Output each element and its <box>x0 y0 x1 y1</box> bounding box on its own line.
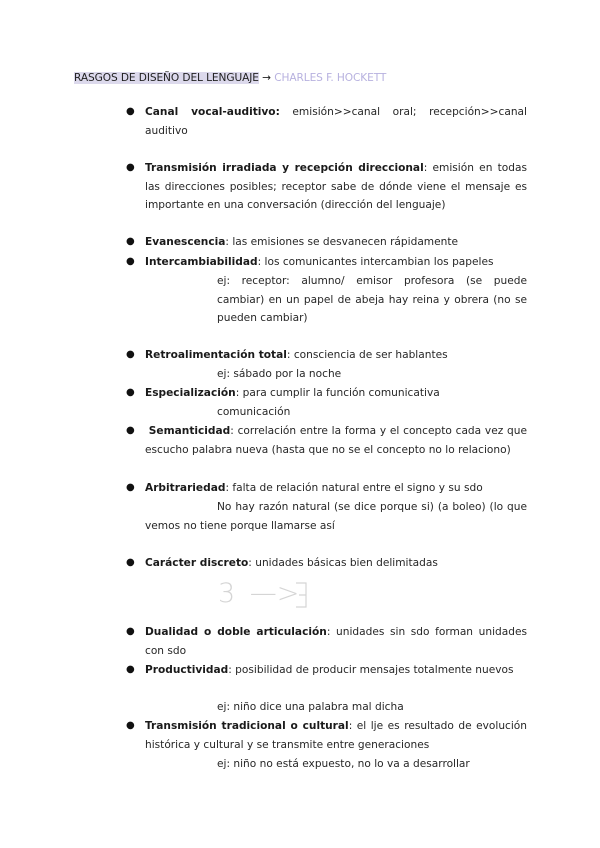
title-arrow: → <box>262 72 271 84</box>
sub-example: ej: niño no está expuesto, no lo va a desarrollar <box>217 758 470 770</box>
item-term: Dualidad o doble articulación <box>145 626 327 638</box>
item-desc: : unidades básicas bien delimitadas <box>248 557 438 569</box>
item-term: Intercambiabilidad <box>145 256 258 268</box>
sub-example: comunicación <box>217 406 291 418</box>
sub-example: ej: niño dice una palabra mal dicha <box>217 701 404 713</box>
list-item <box>126 479 527 498</box>
item-desc: : posibilidad de producir mensajes totalmente nuevos <box>228 664 514 676</box>
bullet-icon: ● <box>126 106 135 117</box>
diagram-number: 3 <box>218 578 236 609</box>
page-title <box>74 72 386 84</box>
list-item <box>126 159 527 215</box>
item-desc: emisión>>canal oral; recepción>>canal auditivo <box>145 106 527 137</box>
bullet-icon: ● <box>126 482 135 493</box>
list-item <box>126 253 527 272</box>
item-desc: : correlación entre la forma y el concepto cada vez que escucho palabra nueva (hasta que no se el concepto no lo relaciono) <box>145 425 527 456</box>
bullet-icon: ● <box>126 557 135 568</box>
item-desc: : unidades sin sdo forman unidades con sdo <box>145 626 527 657</box>
item-term: Especialización <box>145 387 236 399</box>
list-item <box>126 103 527 140</box>
discrete-diagram <box>218 578 299 609</box>
item-desc: : emisión en todas las direcciones posibles; receptor sabe de dónde viene el mensaje es importante en una conversación (dirección del lenguaje) <box>145 162 527 212</box>
item-term: Transmisión tradicional o cultural <box>145 720 349 732</box>
list-item <box>126 623 527 660</box>
segmented-three-icon <box>295 582 308 608</box>
list-item <box>126 233 527 252</box>
bullet-icon: ● <box>126 349 135 360</box>
item-desc: : falta de relación natural entre el signo y su sdo <box>225 482 483 494</box>
bullet-icon: ● <box>126 387 135 398</box>
list-item <box>126 422 527 459</box>
bullet-icon: ● <box>126 425 135 436</box>
item-desc: : el lje es resultado de evolución histórica y cultural y se transmite entre generaciones <box>145 720 528 751</box>
item-desc: : las emisiones se desvanecen rápidamente <box>225 236 459 248</box>
bullet-icon: ● <box>126 162 135 173</box>
item-term: Productividad <box>145 664 229 676</box>
list-item <box>126 661 527 680</box>
item-term: Evanescencia <box>145 236 226 248</box>
list-item <box>126 346 527 365</box>
list-item <box>126 717 528 754</box>
item-term: Canal vocal-auditivo: <box>145 106 280 118</box>
diagram-arrow: —> <box>249 578 300 609</box>
bullet-icon: ● <box>126 236 135 247</box>
sub-example: ej: receptor: alumno/ emisor profesora (se puede cambiar) en un papel de abeja hay reina y obrera (no se pueden cambiar) <box>217 275 527 325</box>
item-desc: : los comunicantes intercambian los papeles <box>257 256 494 268</box>
title-author: CHARLES F. HOCKETT <box>274 72 387 84</box>
title-main: RASGOS DE DISEÑO DEL LENGUAJE <box>74 72 259 84</box>
item-term: Carácter discreto <box>145 557 249 569</box>
sub-example: No hay razón natural (se dice porque si) (a boleo) (lo que vemos no tiene porque llamarse así <box>145 501 527 532</box>
bullet-icon: ● <box>126 256 135 267</box>
item-desc: : consciencia de ser hablantes <box>286 349 448 361</box>
item-term: Retroalimentación total <box>145 349 287 361</box>
item-term: Transmisión irradiada y recepción direccional <box>145 162 424 174</box>
list-item <box>126 384 527 403</box>
bullet-icon: ● <box>126 720 135 731</box>
item-desc: : para cumplir la función comunicativa <box>235 387 440 399</box>
item-term: Arbitrariedad <box>145 482 226 494</box>
bullet-icon: ● <box>126 626 135 637</box>
item-term: Semanticidad <box>148 425 231 437</box>
list-item <box>126 554 527 573</box>
bullet-icon: ● <box>126 664 135 675</box>
sub-example: ej: sábado por la noche <box>217 368 342 380</box>
